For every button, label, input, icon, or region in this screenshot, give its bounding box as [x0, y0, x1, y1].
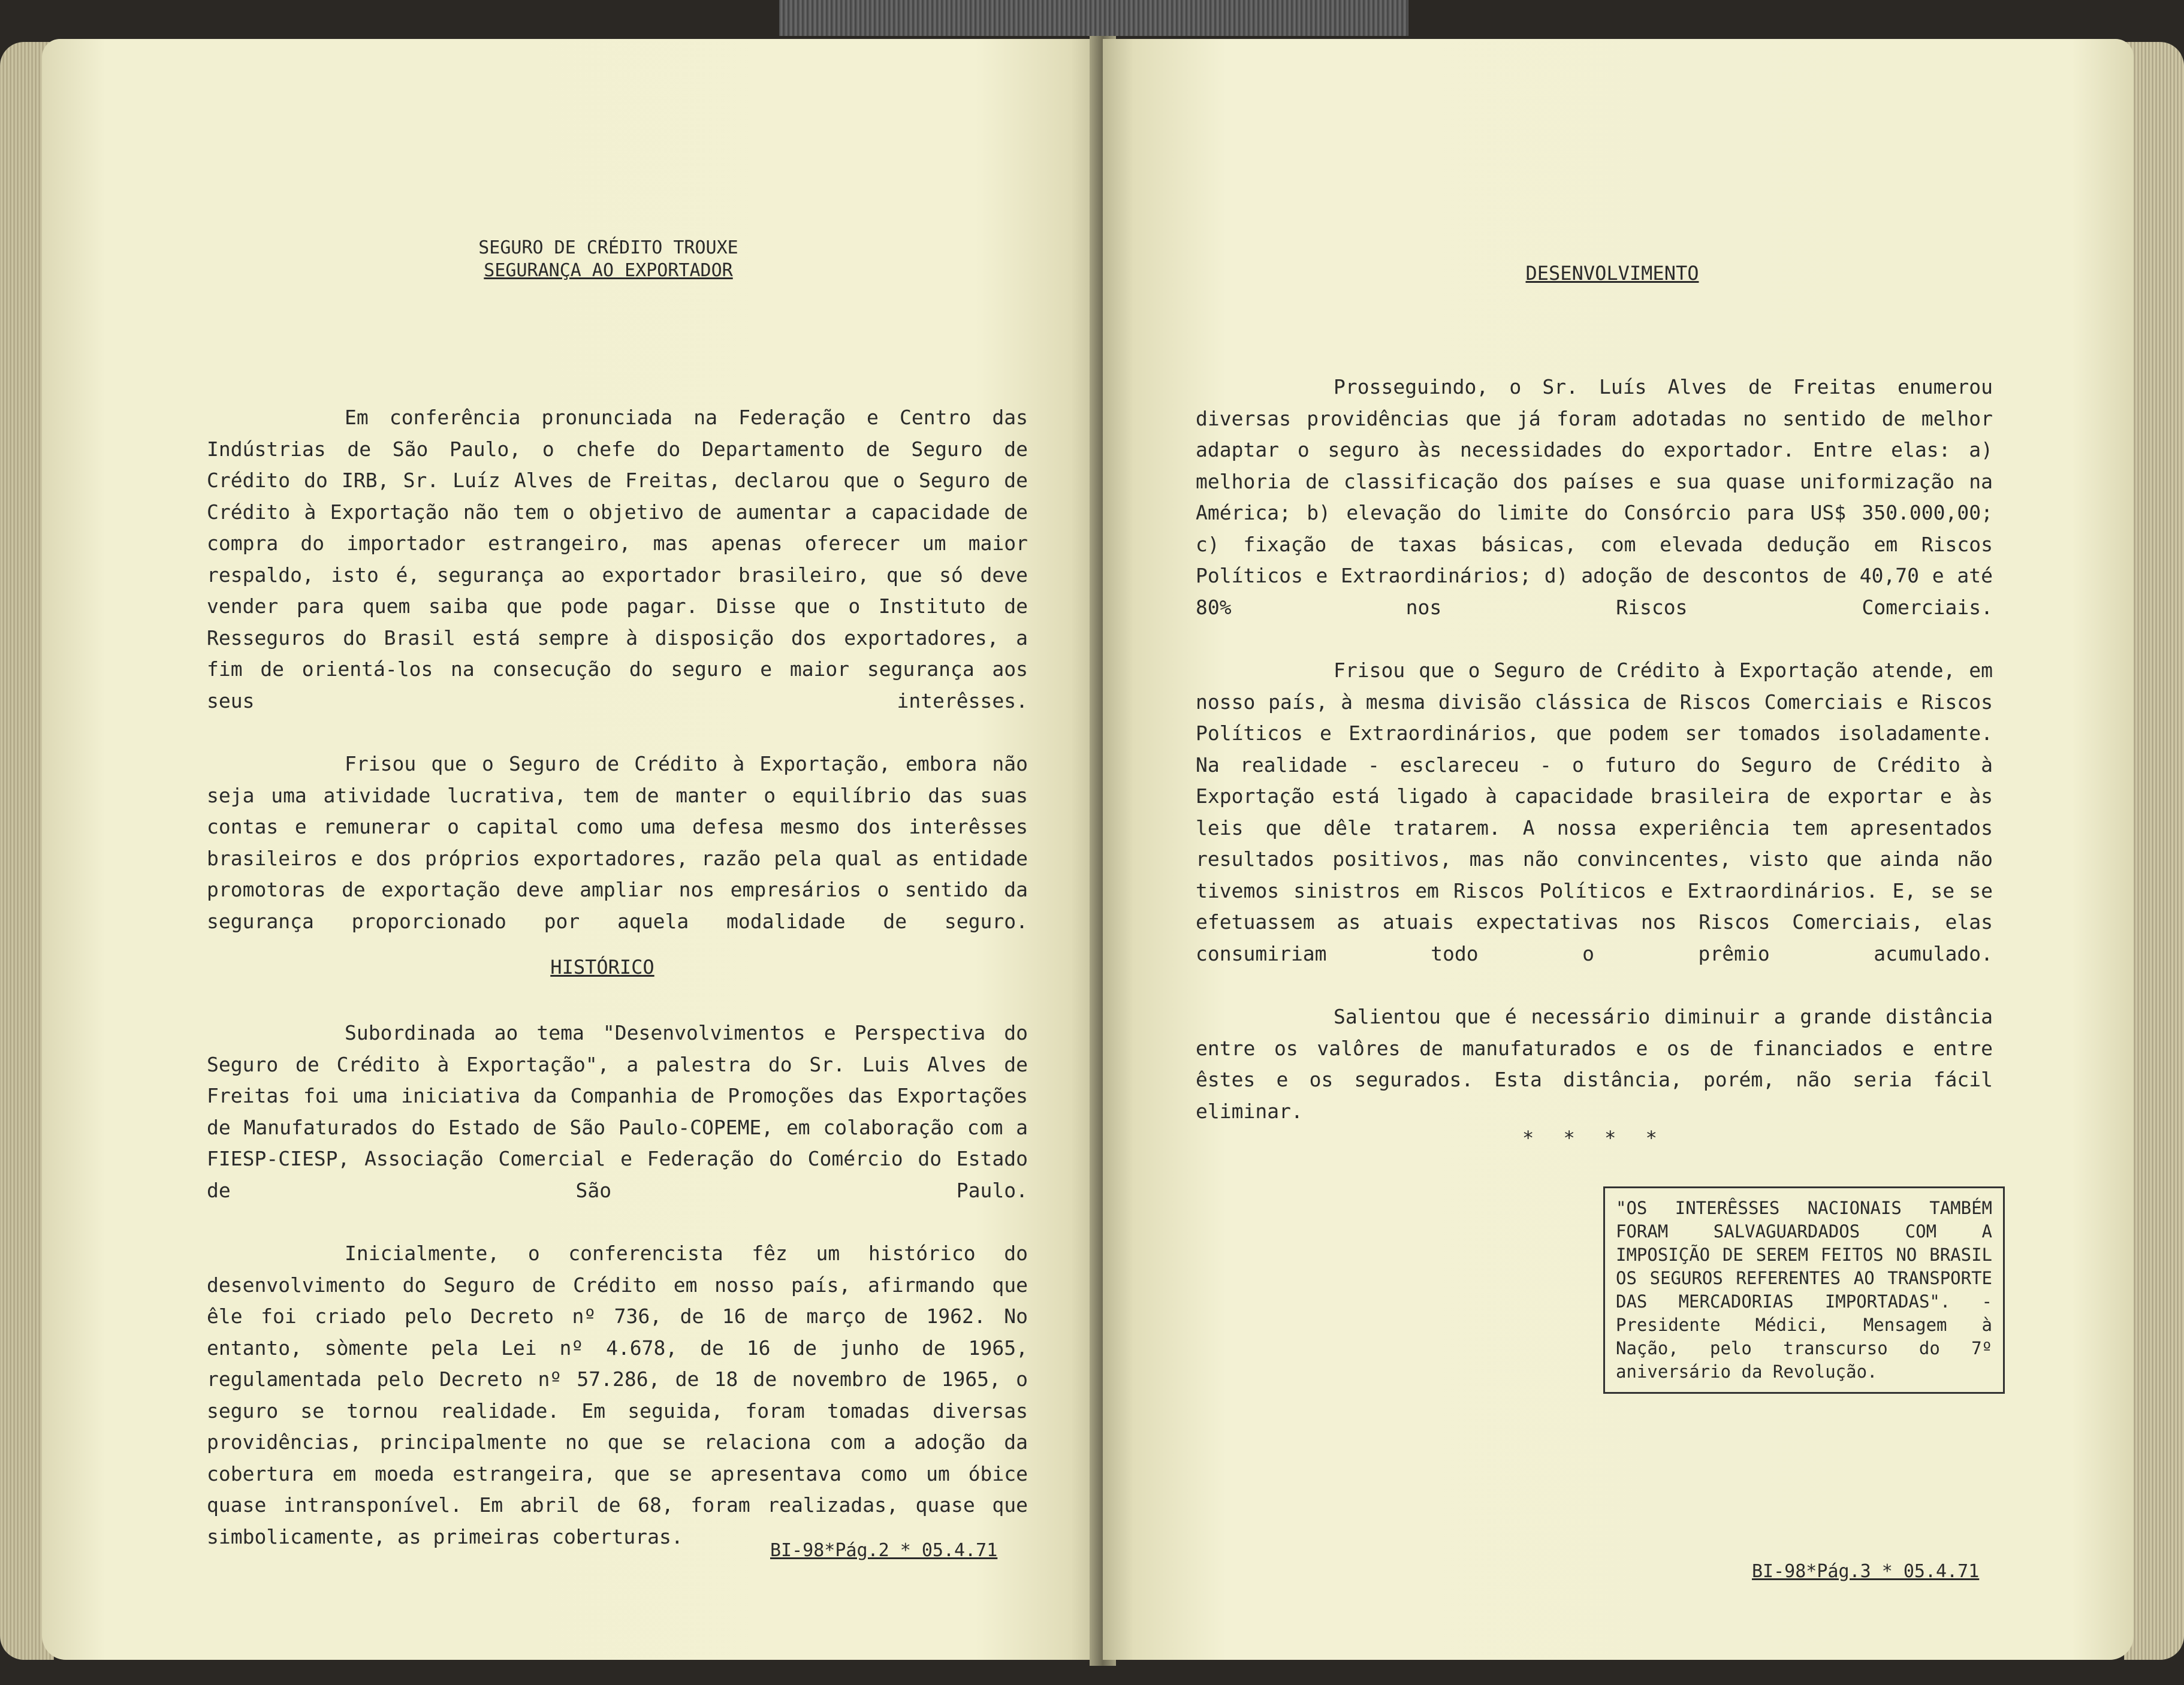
- paragraph: Inicialmente, o conferencista fêz um histórico do desenvolvimento do Seguro de Crédito em nosso país, afirmando que êle foi criado pelo Decreto nº 736, de 16 de março de 1962. No entanto, sòmente pela Lei nº 4.678, de 16 de junho de 1965, regulamentada pelo Decreto nº 57.286, de 18 de novembro de 1965, o seguro se tornou realidade. Em seguida, foram tomadas diversas providências, principalmente no que se relaciona com a adoção da cobertura em moeda estrangeira, que se apresentava como um óbice quase intransponível. Em abril de 68, foram realizadas, quase que simbolicamente, as primeiras coberturas.: [207, 1242, 1028, 1548]
- historico-text: [207, 1017, 1028, 1553]
- quote-box: "OS INTERÊSSES NACIONAIS TAMBÉM FORAM SALVAGUARDADOS COM A IMPOSIÇÃO DE SEREM FEITOS NO BRASIL OS SEGUROS REFERENTES AO TRANSPORTE DAS MERCADORIAS IMPORTADAS". - Presidente Médici, Mensagem à Nação, pelo transcurso do 7º aniversário da Revolução.: [1603, 1186, 2005, 1394]
- section-heading-desenvolvimento: DESENVOLVIMENTO: [1525, 262, 1699, 285]
- left-page: [42, 39, 1103, 1660]
- article-title: [464, 237, 752, 282]
- paragraph: Subordinada ao tema "Desenvolvimentos e Perspectiva do Seguro de Crédito à Exportação", a palestra do Sr. Luis Alves de Freitas foi uma iniciativa da Companhia de Promoções das Exportações de Manufaturados do Estado de São Paulo-COPEME, em colaboração com a FIESP-CIESP, Associação Comercial e Federação do Comércio do Estado de São Paulo.: [207, 1021, 1028, 1202]
- page-footer-left: BI-98*Pág.2 * 05.4.71: [770, 1540, 998, 1561]
- right-page: [1103, 39, 2134, 1660]
- paragraph: Frisou que o Seguro de Crédito à Exportação atende, em nosso país, à mesma divisão clássica de Riscos Comerciais e Riscos Políticos e Extraordinários, que podem ser tomados isoladamente. Na realidade - esclareceu - o futuro do Seguro de Crédito à Exportação está ligado à capacidade brasileira de exportar e às leis que dêle tratarem. A nossa experiência tem apresentados resultados positivos, mas não convincentes, visto que ainda não tivemos sinistros em Riscos Políticos e Extraordinários. E, se se efetuassem as atuais expectativas nos Riscos Comerciais, elas consumiriam todo o prêmio acumulado.: [1196, 659, 1993, 965]
- article-title-line1: SEGURO DE CRÉDITO TROUXE: [478, 237, 738, 258]
- article-title-line2: SEGURANÇA AO EXPORTADOR: [484, 260, 733, 281]
- section-heading-historico: HISTÓRICO: [550, 956, 654, 979]
- paragraph: Prosseguindo, o Sr. Luís Alves de Freitas enumerou diversas providências que já foram adotadas no sentido de melhor adaptar o seguro às necessidades do exportador. Entre elas: a) melhoria de classificação dos países e sua quase uniformização na América; b) elevação do limite do Consórcio para US$ 350.000,00; c) fixação de taxas básicas, com elevada dedução em Riscos Políticos e Extraordinários; d) adoção de descontos de 40,70 e até 80% nos Riscos Comerciais.: [1196, 375, 1993, 619]
- book-spine: [779, 0, 1408, 36]
- intro-text: [207, 402, 1028, 937]
- page-footer-right: BI-98*Pág.3 * 05.4.71: [1752, 1561, 1980, 1582]
- desenvolvimento-text: [1196, 372, 1993, 1127]
- paragraph: Em conferência pronunciada na Federação e Centro das Indústrias de São Paulo, o chefe do Departamento de Seguro de Crédito do IRB, Sr. Luíz Alves de Freitas, declarou que o Seguro de Crédito à Exportação não tem o objetivo de aumentar a capacidade de compra do importador estrangeiro, mas apenas oferecer um maior respaldo, isto é, segurança ao exportador brasileiro, que só deve vender para quem saiba que pode pagar. Disse que o Instituto de Resseguros do Brasil está sempre à disposição dos exportadores, a fim de orientá-los na consecução do seguro e maior segurança aos seus interêsses.: [207, 406, 1028, 712]
- paragraph: Frisou que o Seguro de Crédito à Exportação, embora não seja uma atividade lucrativa, tem de manter o equilíbrio das suas contas e remunerar o capital como uma defesa mesmo dos interêsses brasileiros e dos próprios exportadores, razão pela qual as entidade promotoras de exportação deve ampliar nos empresários o sentido da segurança proporcionado por aquela modalidade de seguro.: [207, 752, 1028, 933]
- section-separator-stars: * * * *: [1522, 1127, 1657, 1149]
- paragraph: Salientou que é necessário diminuir a grande distância entre os valôres de manufaturados e os de financiados e entre êstes e os segurados. Esta distância, porém, não seria fácil eliminar.: [1196, 1005, 1993, 1123]
